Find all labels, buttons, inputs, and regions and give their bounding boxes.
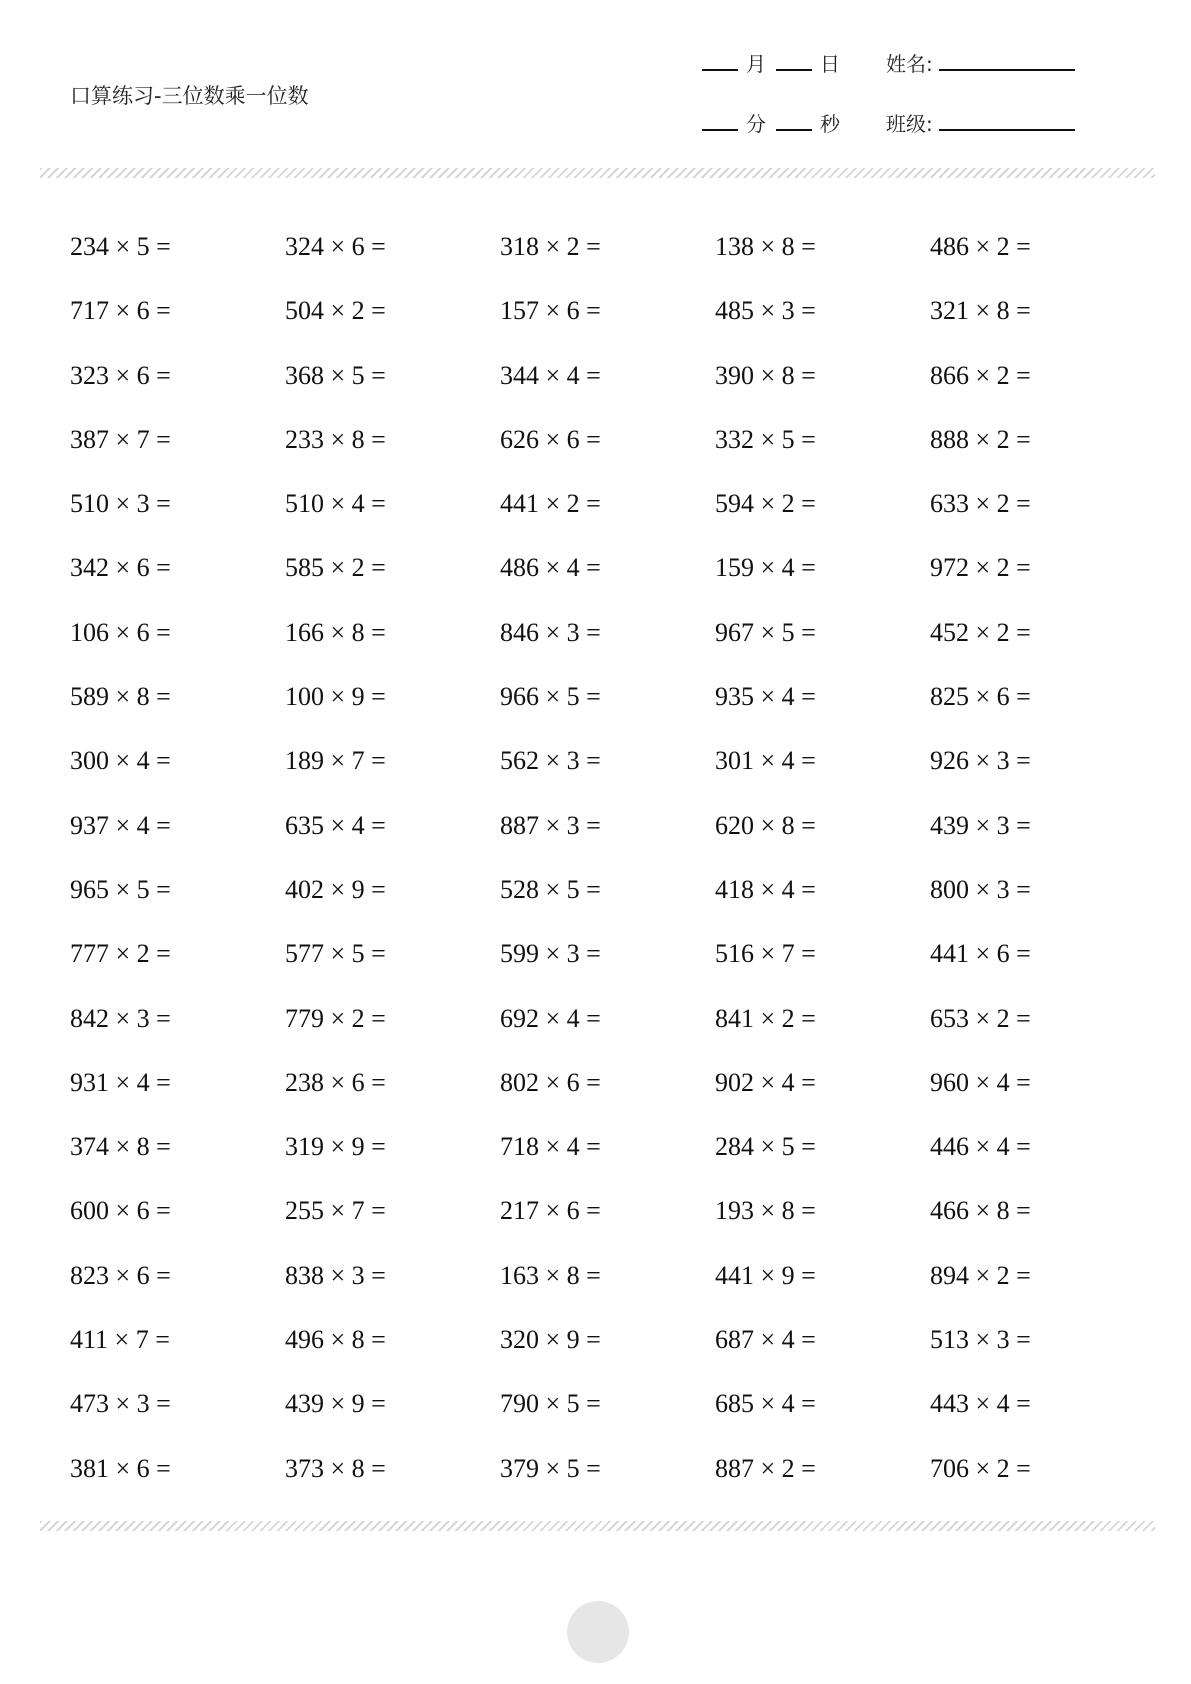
problem-item: 163 × 8 = bbox=[500, 1260, 601, 1290]
class-label: 班级: bbox=[886, 112, 933, 136]
problem-item: 838 × 3 = bbox=[285, 1260, 386, 1290]
date-row bbox=[702, 48, 1075, 77]
problem-item: 585 × 2 = bbox=[285, 553, 386, 583]
second-label: 秒 bbox=[820, 112, 840, 136]
problem-item: 935 × 4 = bbox=[715, 682, 816, 712]
problem-item: 620 × 8 = bbox=[715, 810, 816, 840]
problem-item: 318 × 2 = bbox=[500, 232, 601, 261]
problem-item: 633 × 2 = bbox=[930, 489, 1031, 519]
problem-item: 100 × 9 = bbox=[285, 682, 386, 712]
problem-item: 562 × 3 = bbox=[500, 746, 601, 776]
problem-item: 486 × 4 = bbox=[500, 553, 601, 583]
problem-item: 510 × 4 = bbox=[285, 489, 386, 519]
problem-item: 381 × 6 = bbox=[70, 1453, 171, 1483]
problem-item: 504 × 2 = bbox=[285, 296, 386, 326]
problem-item: 599 × 3 = bbox=[500, 939, 601, 969]
problem-item: 888 × 2 = bbox=[930, 424, 1031, 454]
problem-item: 166 × 8 = bbox=[285, 617, 386, 647]
problem-item: 717 × 6 = bbox=[70, 296, 171, 326]
day-label: 日 bbox=[820, 52, 840, 76]
problem-item: 966 × 5 = bbox=[500, 682, 601, 712]
problem-item: 931 × 4 = bbox=[70, 1067, 171, 1097]
problem-item: 106 × 6 = bbox=[70, 617, 171, 647]
problem-item: 234 × 5 = bbox=[70, 232, 171, 261]
problem-item: 344 × 4 = bbox=[500, 360, 601, 390]
time-row bbox=[702, 108, 1075, 137]
problem-item: 439 × 3 = bbox=[930, 810, 1031, 840]
problem-item: 779 × 2 = bbox=[285, 1003, 386, 1033]
problem-item: 446 × 4 = bbox=[930, 1132, 1031, 1162]
problem-item: 887 × 3 = bbox=[500, 810, 601, 840]
problem-item: 687 × 4 = bbox=[715, 1325, 816, 1355]
problem-item: 825 × 6 = bbox=[930, 682, 1031, 712]
problem-item: 626 × 6 = bbox=[500, 424, 601, 454]
problem-item: 300 × 4 = bbox=[70, 746, 171, 776]
problem-item: 528 × 5 = bbox=[500, 874, 601, 904]
problem-item: 706 × 2 = bbox=[930, 1453, 1031, 1483]
problem-item: 866 × 2 = bbox=[930, 360, 1031, 390]
problem-item: 374 × 8 = bbox=[70, 1132, 171, 1162]
problem-item: 790 × 5 = bbox=[500, 1389, 601, 1419]
problem-item: 217 × 6 = bbox=[500, 1196, 601, 1226]
problem-item: 894 × 2 = bbox=[930, 1260, 1031, 1290]
problem-item: 418 × 4 = bbox=[715, 874, 816, 904]
problem-item: 189 × 7 = bbox=[285, 746, 386, 776]
problem-item: 718 × 4 = bbox=[500, 1132, 601, 1162]
problem-item: 842 × 3 = bbox=[70, 1003, 171, 1033]
problem-item: 255 × 7 = bbox=[285, 1196, 386, 1226]
problem-item: 368 × 5 = bbox=[285, 360, 386, 390]
problem-item: 379 × 5 = bbox=[500, 1453, 601, 1483]
problem-item: 193 × 8 = bbox=[715, 1196, 816, 1226]
problem-item: 960 × 4 = bbox=[930, 1067, 1031, 1097]
problem-item: 411 × 7 = bbox=[70, 1325, 170, 1355]
problem-item: 600 × 6 = bbox=[70, 1196, 171, 1226]
problem-item: 301 × 4 = bbox=[715, 746, 816, 776]
problem-item: 485 × 3 = bbox=[715, 296, 816, 326]
problem-grid bbox=[70, 226, 1160, 1512]
problem-item: 486 × 2 = bbox=[930, 232, 1031, 261]
problem-item: 441 × 9 = bbox=[715, 1260, 816, 1290]
problem-item: 887 × 2 = bbox=[715, 1453, 816, 1483]
problem-item: 138 × 8 = bbox=[715, 232, 816, 261]
problem-item: 439 × 9 = bbox=[285, 1389, 386, 1419]
problem-item: 653 × 2 = bbox=[930, 1003, 1031, 1033]
bottom-divider bbox=[40, 1521, 1155, 1531]
day-blank[interactable] bbox=[776, 55, 812, 71]
problem-item: 159 × 4 = bbox=[715, 553, 816, 583]
problem-item: 443 × 4 = bbox=[930, 1389, 1031, 1419]
problem-item: 967 × 5 = bbox=[715, 617, 816, 647]
problem-item: 387 × 7 = bbox=[70, 424, 171, 454]
problem-item: 320 × 9 = bbox=[500, 1325, 601, 1355]
problem-item: 441 × 2 = bbox=[500, 489, 601, 519]
problem-item: 846 × 3 = bbox=[500, 617, 601, 647]
problem-item: 823 × 6 = bbox=[70, 1260, 171, 1290]
problem-item: 441 × 6 = bbox=[930, 939, 1031, 969]
problem-item: 972 × 2 = bbox=[930, 553, 1031, 583]
problem-item: 452 × 2 = bbox=[930, 617, 1031, 647]
problem-item: 473 × 3 = bbox=[70, 1389, 171, 1419]
problem-item: 800 × 3 = bbox=[930, 874, 1031, 904]
class-blank[interactable] bbox=[939, 115, 1075, 131]
problem-item: 685 × 4 = bbox=[715, 1389, 816, 1419]
problem-item: 319 × 9 = bbox=[285, 1132, 386, 1162]
problem-item: 902 × 4 = bbox=[715, 1067, 816, 1097]
problem-item: 157 × 6 = bbox=[500, 296, 601, 326]
top-divider bbox=[40, 168, 1155, 178]
problem-item: 323 × 6 = bbox=[70, 360, 171, 390]
problem-item: 777 × 2 = bbox=[70, 939, 171, 969]
second-blank[interactable] bbox=[776, 115, 812, 131]
problem-item: 635 × 4 = bbox=[285, 810, 386, 840]
problem-item: 373 × 8 = bbox=[285, 1453, 386, 1483]
problem-item: 324 × 6 = bbox=[285, 232, 386, 261]
problem-item: 692 × 4 = bbox=[500, 1003, 601, 1033]
problem-item: 510 × 3 = bbox=[70, 489, 171, 519]
problem-item: 466 × 8 = bbox=[930, 1196, 1031, 1226]
worksheet-title: 口算练习-三位数乘一位数 bbox=[70, 84, 309, 108]
page-indicator bbox=[567, 1601, 629, 1663]
problem-item: 937 × 4 = bbox=[70, 810, 171, 840]
problem-item: 233 × 8 = bbox=[285, 424, 386, 454]
problem-item: 577 × 5 = bbox=[285, 939, 386, 969]
problem-item: 284 × 5 = bbox=[715, 1132, 816, 1162]
problem-item: 513 × 3 = bbox=[930, 1325, 1031, 1355]
minute-label: 分 bbox=[746, 112, 766, 136]
problem-item: 496 × 8 = bbox=[285, 1325, 386, 1355]
problem-item: 332 × 5 = bbox=[715, 424, 816, 454]
problem-item: 238 × 6 = bbox=[285, 1067, 386, 1097]
problem-item: 321 × 8 = bbox=[930, 296, 1031, 326]
problem-item: 390 × 8 = bbox=[715, 360, 816, 390]
name-label: 姓名: bbox=[886, 52, 933, 76]
problem-item: 402 × 9 = bbox=[285, 874, 386, 904]
problem-item: 926 × 3 = bbox=[930, 746, 1031, 776]
problem-item: 589 × 8 = bbox=[70, 682, 171, 712]
minute-blank[interactable] bbox=[702, 115, 738, 131]
problem-item: 342 × 6 = bbox=[70, 553, 171, 583]
problem-item: 516 × 7 = bbox=[715, 939, 816, 969]
problem-item: 802 × 6 = bbox=[500, 1067, 601, 1097]
problem-item: 594 × 2 = bbox=[715, 489, 816, 519]
month-blank[interactable] bbox=[702, 55, 738, 71]
month-label: 月 bbox=[746, 52, 766, 76]
name-blank[interactable] bbox=[939, 55, 1075, 71]
problem-item: 841 × 2 = bbox=[715, 1003, 816, 1033]
problem-item: 965 × 5 = bbox=[70, 874, 171, 904]
